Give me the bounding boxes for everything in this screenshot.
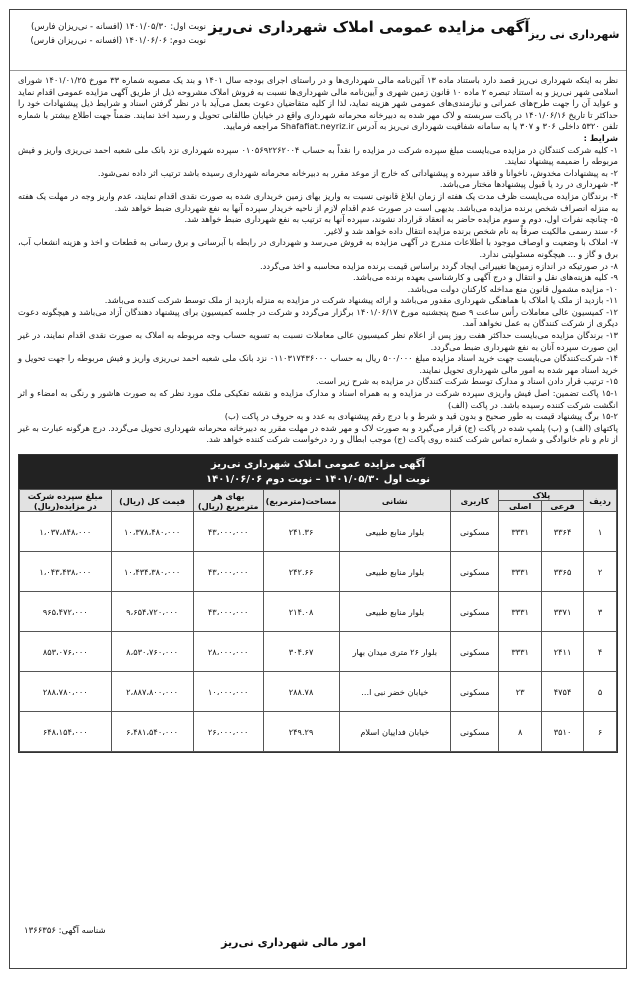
th-plak: پلاک	[499, 490, 584, 501]
condition-item: ۹- کلیه هزینه‌های نقل و انتقال و درج آگهی و کارشناسی بعهده برنده می‌باشد.	[353, 272, 618, 283]
th-row: ردیف	[584, 490, 617, 512]
cell-asli: ۸	[499, 712, 541, 752]
cell-fari: ۳۵۱۰	[541, 712, 583, 752]
table-row	[20, 672, 617, 712]
condition-item: ۲- به پیشنهادات مخدوش، ناخوانا و فاقد سپرده و پیشنهاداتی که خارج از موعد مقرر به دبیرخانه محرمانه شهرداری رسیده باشد ترتیب اثر داده نمی‌شود.	[97, 167, 618, 178]
cell-row: ۵	[584, 672, 617, 712]
notice-title: آگهی مزایده عمومی املاک شهرداری نی‌ریز	[208, 18, 530, 36]
condition-item: ۱۲- کمیسیون عالی معاملات رأس ساعت ۹ صبح پنجشنبه مورخ ۱۴۰۱/۰۶/۱۷ برگزار می‌گردد و شرکت در جلسه کمیسیون برای پیشنهاد دهندگان آزاد می‌باشد و هیچگونه دعوت دیگری از شرکت کنندگان به عمل نخواهد آمد.	[18, 306, 618, 329]
cell-baha: ۲۶،۰۰۰،۰۰۰	[193, 712, 263, 752]
condition-item: ۸- در صورتیکه در اندازه زمین‌ها تغییراتی ایجاد گردد براساس قیمت برنده مزایده محاسبه و اخذ می‌گردد.	[260, 260, 618, 271]
auction-notice-page	[9, 9, 627, 969]
cell-asli: ۳۳۳۱	[499, 632, 541, 672]
condition-item: ۱۵-۱ پاکت تضمین: اصل فیش واریزی سپرده شرکت در مزایده و به همراه اسناد و مدارک مزایده و نقشه تفکیکی ملک مورد نظر که به صورت هاشور و رنگی به امضاء و اثر انگشت شرکت کننده رسیده باشد. در پاکت (الف)	[18, 388, 618, 410]
cell-row: ۶	[584, 712, 617, 752]
cell-fari: ۴۷۵۴	[541, 672, 583, 712]
cell-asli: ۳۳۳۱	[499, 592, 541, 632]
municipality-logo	[528, 14, 620, 54]
cell-neshani: خیابان فداییان اسلام	[339, 712, 451, 752]
cell-karbari: مسکونی	[451, 592, 499, 632]
publication-dates	[16, 14, 206, 48]
condition-item: ۵- چنانچه نفرات اول، دوم و سوم مزایده حاضر به انعقاد قرارداد نشوند، سپرده آنها به ترتیب به نفع شهرداری ضبط خواهد شد.	[184, 214, 618, 225]
cell-baha: ۴۳،۰۰۰،۰۰۰	[193, 512, 263, 552]
cell-karbari: مسکونی	[451, 632, 499, 672]
condition-item: ۷- املاک با وضعیت و اوصاف موجود با اطلاعات مندرج در آگهی مزایده به فروش می‌رسد و شهرداری در رابطه با آبرسانی و برق رسانی به قطعات و اخذ و هزینه انشعاب آب، برق و گاز و ... هیچگونه مسئولیتی ندارد.	[18, 237, 618, 259]
condition-item: ۱۱- بازدید از ملک یا املاک با هماهنگی شهرداری مقدور می‌باشد و ارائه پیشنهاد شرکت در مزایده به منزله بازدید از ملک توسط شرکت کننده می‌باشد.	[104, 295, 618, 306]
cell-gheymat: ۹،۶۵۴،۷۲۰،۰۰۰	[111, 592, 193, 632]
condition-item: ۱۵-۲ برگ پیشنهاد قیمت به طور صحیح و بدون قید و شرط و با درج رقم پیشنهادی به عدد و به حروف در پاکت (ب)	[224, 411, 618, 422]
cell-seporde: ۱،۰۴۳،۴۳۸،۰۰۰	[20, 552, 112, 592]
cell-row: ۴	[584, 632, 617, 672]
cell-masahat: ۲۴۱.۳۶	[263, 512, 339, 552]
logo-text: شهرداری نی ریز	[528, 27, 620, 41]
condition-item: ۱۰- مزایده مشمول قانون منع مداخله کارکنان دولت می‌باشد.	[407, 283, 618, 294]
cell-fari: ۳۳۷۱	[541, 592, 583, 632]
cell-row: ۳	[584, 592, 617, 632]
th-seporde: مبلغ سپرده شرکت در مزایده(ریال)	[20, 490, 112, 512]
cell-neshani: بلوار منابع طبیعی	[339, 552, 451, 592]
condition-item: ۱۳- برندگان مزایده می‌بایست حداکثر هفت روز پس از اعلام نظر کمیسیون عالی معاملات نسبت به تسویه حساب وجه مربوطه به املاک به صورت نقدی اقدام نمایند، در غیر این صورت سپرده آنان به نفع شهرداری ضبط می‌گردد.	[18, 330, 618, 352]
condition-item: ۱- کلیه شرکت کنندگان در مزایده می‌بایست مبلغ سپرده شرکت در مزایده را نقداً به حساب ۰۱۰۵۶۹۲۲۶۲۰۰۴ سپرده شهرداری نزد بانک ملی شعبه احمد نی‌ریزی واریز و فیش مربوطه را ضمیمه پیشنهاد نمایند.	[18, 144, 618, 167]
notice-header	[10, 10, 626, 71]
intro-paragraph: نظر به اینکه شهرداری نی‌ریز قصد دارد باستناد ماده ۱۳ آئین‌نامه مالی شهرداری‌ها و در راستای اجرای بودجه سال ۱۴۰۱ و بند یک مصوبه شماره ۳۳ مورخ ۱۴۰۱/۰۱/۲۵ شورای اسلامی شهر نی‌ریز و به استناد تبصره ۲ ماده ۱۰ قانون زمین شهری و آیین‌نامه مالی شهرداری‌ها نسبت به فروش املاک مشروحه ذیل از طریق آگهی مزایده عمومی اقدام نماید و عواید آن را جهت طرح‌های عمرانی و نیازمندی‌های عمومی شهر هزینه نماید، لذا از کلیه متقاضیان دعوت بعمل می‌آید با در نظر گرفتن اسناد و شرایط ذیل پیشنهادات خود را حداکثر تا تاریخ ۱۴۰۱/۰۶/۱۶ در پاکت سربسته و لاک مهر شده به دبیرخانه محرمانه شهرداری واقع در خیابان طالقانی تحویل و رسید اخذ نمایند. ضمناً جهت اطلاع بیشتر با شماره تلفن ۵۳۲۰ داخلی ۳۰۶ و ۳۰۷ یا به سامانه شفافیت شهرداری نی‌ریز به آدرس Shafafiat.neyriz.ir مراجعه فرمایید.	[18, 75, 619, 132]
cell-masahat: ۳۰۴.۶۷	[263, 632, 339, 672]
notice-body	[10, 71, 626, 446]
th-karbari: کاربری	[451, 490, 499, 512]
table-row	[20, 552, 617, 592]
department-name: امور مالی شهرداری نی‌ریز	[221, 936, 366, 949]
cell-seporde: ۹۶۵،۴۷۲،۰۰۰	[20, 592, 112, 632]
condition-item: ۴- برندگان مزایده می‌بایست ظرف مدت یک هفته از زمان ابلاغ قانونی نسبت به واریز بهای زمین خریداری شده به صورت نقدی اقدام نمایند، عدم واریز وجه در مهلت یک هفته به منزله انصراف شخص برنده مزایده می‌باشد. بدیهی است در صورت عدم اقدام لازم از ناحیه خریدار سپرده آنها به نفع شهرداری ضبط خواهد شد.	[18, 190, 618, 213]
conditions-list	[18, 145, 618, 446]
th-gheymat: قیمت کل (ریال)	[111, 490, 193, 512]
condition-item: ۳- شهرداری در رد یا قبول پیشنهادها مختار می‌باشد.	[439, 179, 618, 190]
cell-baha: ۴۳،۰۰۰،۰۰۰	[193, 592, 263, 632]
th-masahat: مساحت(مترمربع)	[263, 490, 339, 512]
cell-baha: ۲۸،۰۰۰،۰۰۰	[193, 632, 263, 672]
condition-item: ۱۴- شرکت‌کنندگان می‌بایست جهت خرید اسناد مزایده مبلغ ۵۰۰/۰۰۰ ریال به حساب ۰۱۱۰۳۱۷۴۳۶۰۰۰ نزد بانک ملی شعبه احمد نی‌ریزی واریز و فیش مربوطه را جهت تحویل و خرید اسناد مهر شده به امور مالی شهرداری تحویل نمایند.	[18, 353, 618, 375]
table-title-line1: آگهی مزایده عمومی املاک شهرداری نی‌ریز	[211, 459, 425, 470]
property-table-body	[20, 512, 617, 752]
cell-neshani: بلوار منابع طبیعی	[339, 512, 451, 552]
condition-item: ۶- سند رسمی مالکیت صرفاً به نام شخص برنده مزایده انتقال داده خواهد شد و لاغیر.	[323, 225, 618, 236]
cell-fari: ۳۳۶۵	[541, 552, 583, 592]
cell-masahat: ۲۸۸.۷۸	[263, 672, 339, 712]
condition-item: پاکتهای (الف) و (ب) پلمپ شده در پاکت (ج) قرار می‌گیرد و به صورت لاک و مهر شده در مهلت مقرر به دبیرخانه محرمانه شهرداری تحویل می‌گردد. درج هرگونه عبارت به غیر از نام و نام خانوادگی و شماره تماس شرکت کننده روی پاکت (ج) موجب ابطال و رد درخواست شرکت کننده خواهد شد.	[18, 422, 618, 445]
table-row	[20, 712, 617, 752]
cell-fari: ۳۳۶۴	[541, 512, 583, 552]
th-asli: اصلی	[499, 501, 541, 512]
property-table-box	[18, 454, 618, 753]
cell-fari: ۲۴۱۱	[541, 632, 583, 672]
cell-karbari: مسکونی	[451, 512, 499, 552]
cell-neshani: بلوار منابع طبیعی	[339, 592, 451, 632]
cell-seporde: ۱،۰۳۷،۸۴۸،۰۰۰	[20, 512, 112, 552]
cell-gheymat: ۲،۸۸۷،۸۰۰،۰۰۰	[111, 672, 193, 712]
cell-baha: ۱۰،۰۰۰،۰۰۰	[193, 672, 263, 712]
cell-neshani: بلوار ۲۶ متری میدان بهار	[339, 632, 451, 672]
property-table	[19, 489, 617, 752]
cell-seporde: ۲۸۸،۷۸۰،۰۰۰	[20, 672, 112, 712]
cell-karbari: مسکونی	[451, 552, 499, 592]
th-fari: فرعی	[541, 501, 583, 512]
cell-asli: ۳۳۳۱	[499, 552, 541, 592]
cell-masahat: ۲۴۲.۶۶	[263, 552, 339, 592]
th-neshani: نشانی	[339, 490, 451, 512]
cell-asli: ۳۳۳۱	[499, 512, 541, 552]
cell-row: ۲	[584, 552, 617, 592]
cell-gheymat: ۱۰،۳۷۸،۴۸۰،۰۰۰	[111, 512, 193, 552]
condition-item: ۱۵- ترتیب قرار دادن اسناد و مدارک توسط شرکت کنندگان در مزایده به شرح زیر است.	[315, 376, 618, 387]
th-baha: بهای هر مترمربع (ریال)	[193, 490, 263, 512]
cell-karbari: مسکونی	[451, 672, 499, 712]
notice-footer	[10, 924, 626, 960]
cell-asli: ۲۳	[499, 672, 541, 712]
publication-first: نوبت اول: ۱۴۰۱/۰۵/۳۰ (افسانه - نی‌ریزان فارس)	[30, 22, 206, 32]
cell-gheymat: ۱۰،۴۳۴،۳۸۰،۰۰۰	[111, 552, 193, 592]
cell-baha: ۴۳،۰۰۰،۰۰۰	[193, 552, 263, 592]
table-title-line2: نوبت اول ۱۴۰۱/۰۵/۳۰ – نوبت دوم ۱۴۰۱/۰۶/۰۶	[206, 474, 430, 485]
table-title	[19, 455, 617, 489]
cell-gheymat: ۸،۵۳۰،۷۶۰،۰۰۰	[111, 632, 193, 672]
cell-row: ۱	[584, 512, 617, 552]
table-row	[20, 632, 617, 672]
cell-neshani: خیابان خضر نبی ا...	[339, 672, 451, 712]
conditions-title: شرایط :	[583, 132, 618, 143]
cell-seporde: ۸۵۳،۰۷۶،۰۰۰	[20, 632, 112, 672]
cell-karbari: مسکونی	[451, 712, 499, 752]
cell-seporde: ۶۴۸،۱۵۴،۰۰۰	[20, 712, 112, 752]
publication-second: نوبت دوم: ۱۴۰۱/۰۶/۰۶ (افسانه - نی‌ریزان فارس)	[30, 36, 206, 46]
cell-masahat: ۲۴۹.۲۹	[263, 712, 339, 752]
ad-code: شناسه آگهی: ۱۳۶۶۳۵۶	[24, 926, 106, 936]
cell-masahat: ۲۱۴.۰۸	[263, 592, 339, 632]
table-row	[20, 512, 617, 552]
table-row	[20, 592, 617, 632]
cell-gheymat: ۶،۴۸۱،۵۴۰،۰۰۰	[111, 712, 193, 752]
